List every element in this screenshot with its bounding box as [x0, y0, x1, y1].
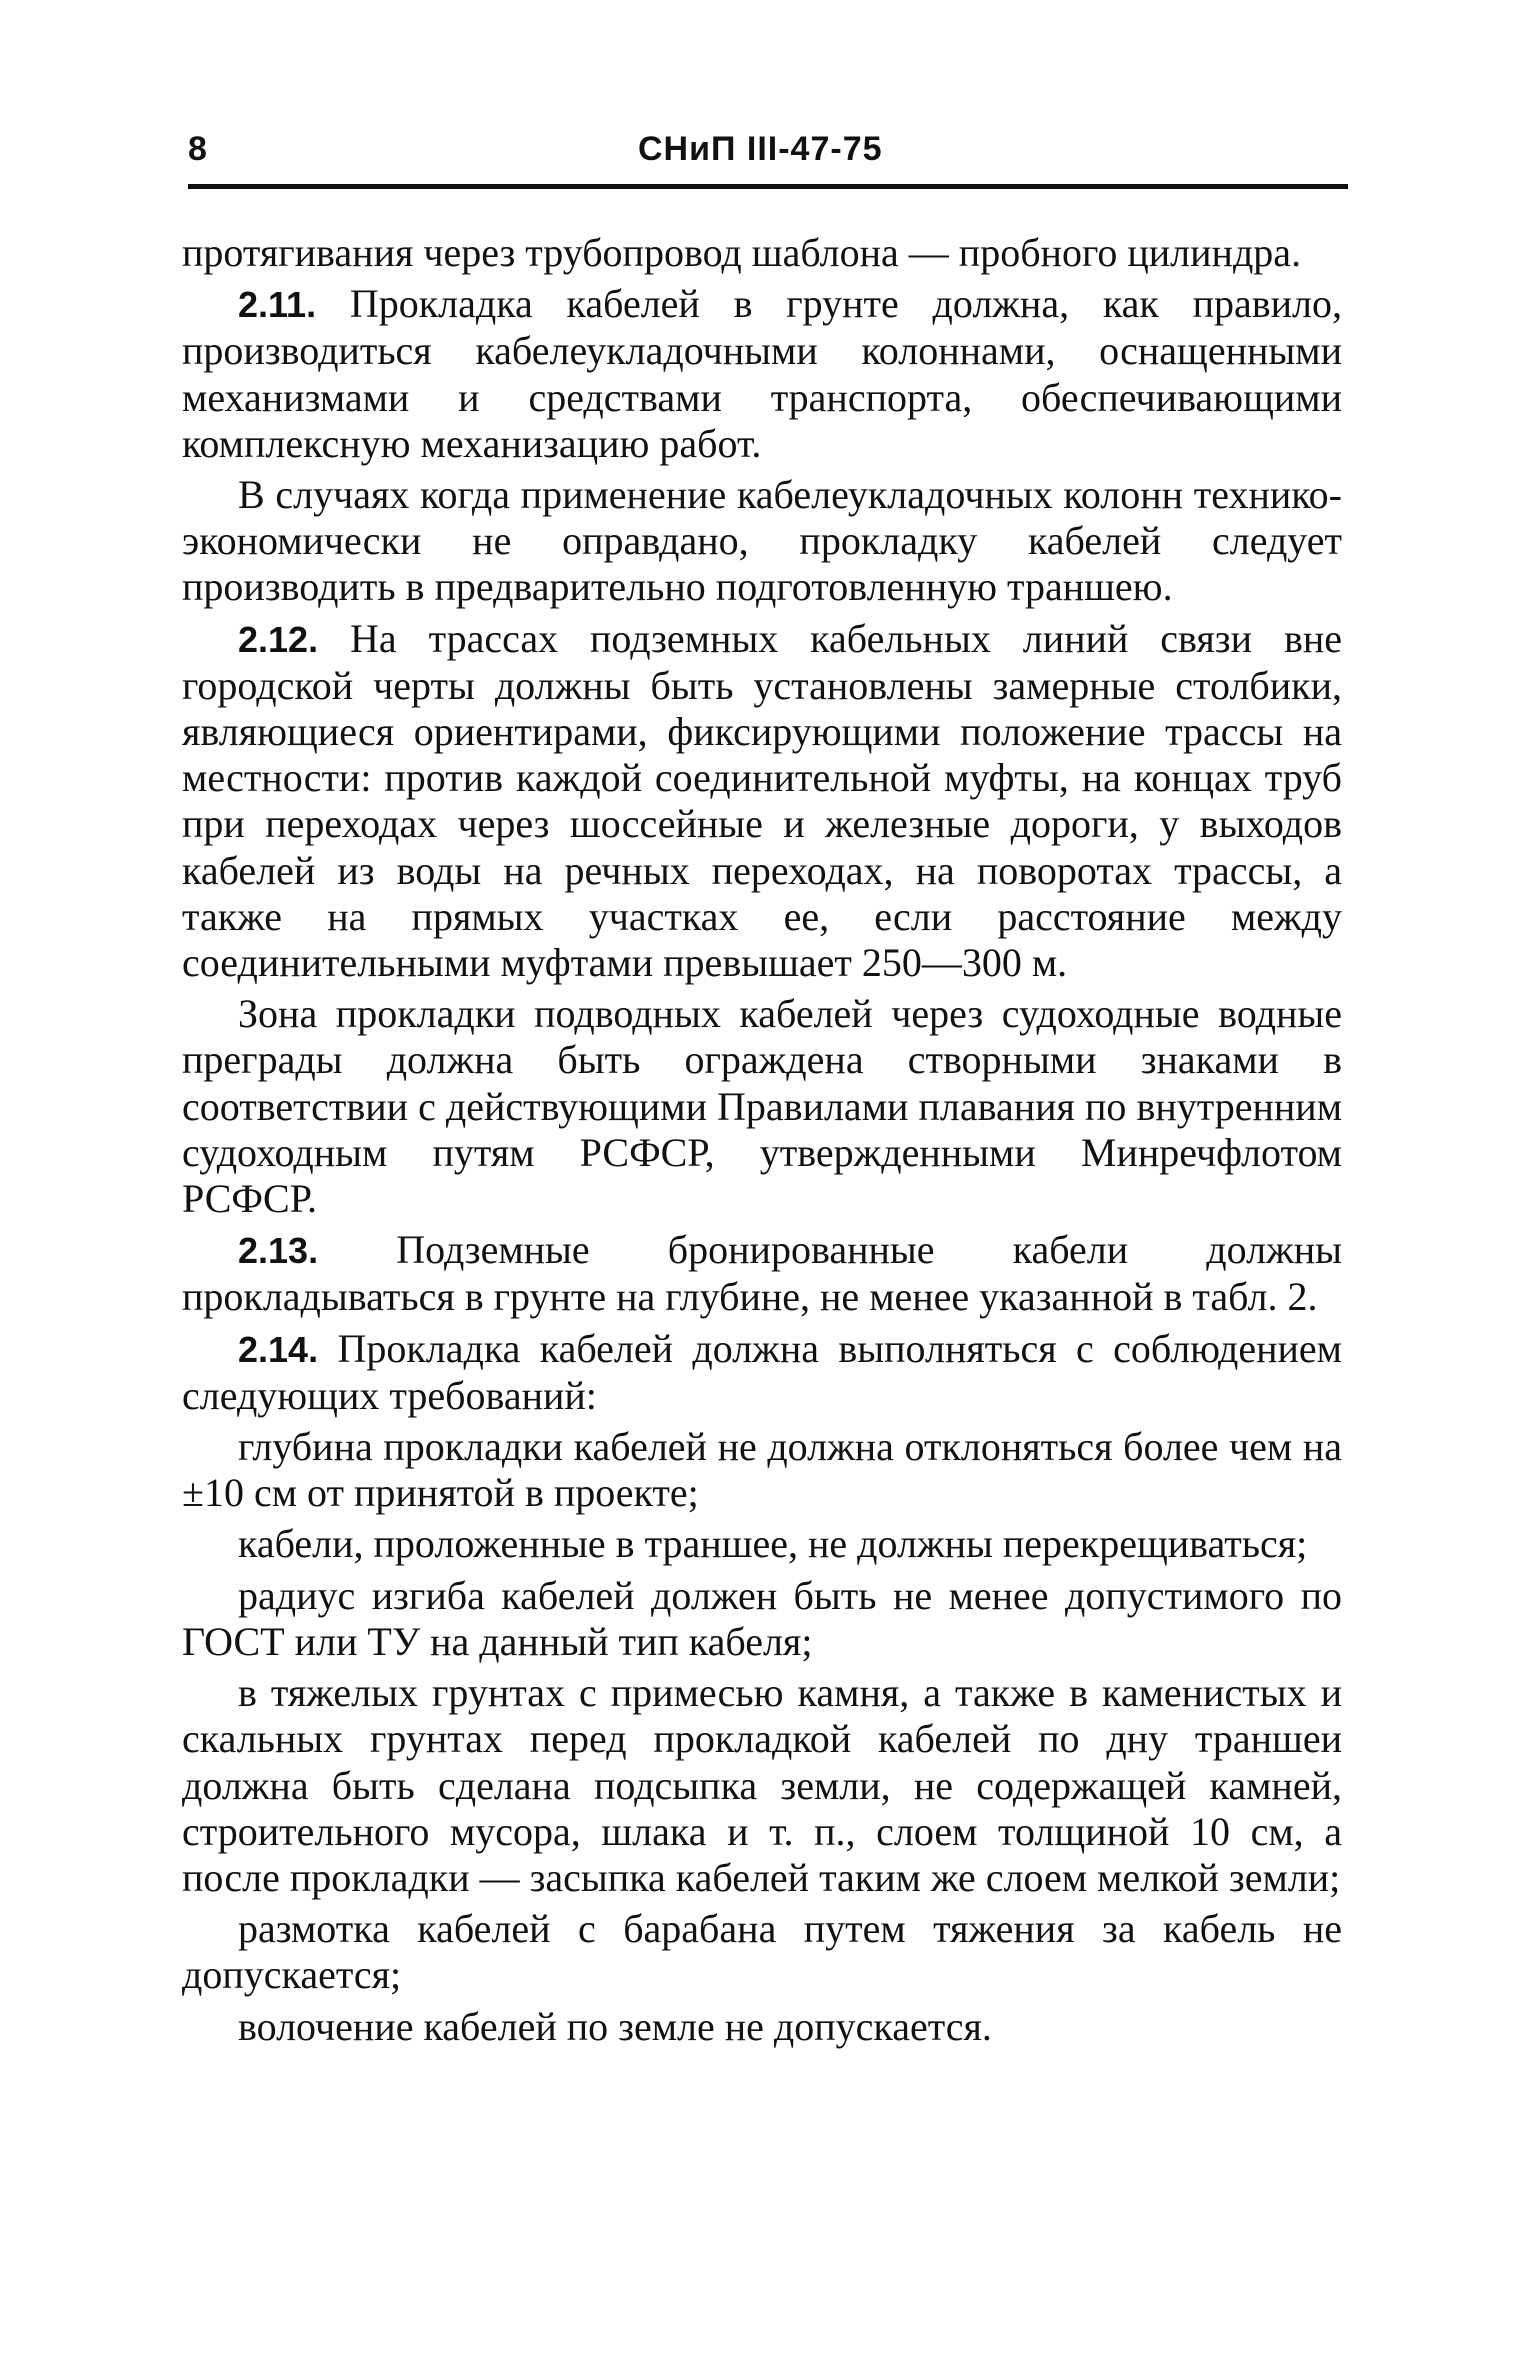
paragraph-text: Прокладка кабелей в грунте должна, как правило, производиться кабелеукладочными колоннами, оснащенными механизмами и средствами транспорта, обеспечивающими комплексную механизацию работ.: [182, 281, 1342, 466]
requirement-item: [182, 1424, 1342, 1516]
paragraph: [182, 472, 1342, 611]
page-number: 8: [188, 130, 207, 168]
clause-2-12: [182, 616, 1342, 987]
paragraph-text: Зона прокладки подводных кабелей через судоходные водные преграды должна быть ограждена створными знаками в соответствии с действующими Правилами плавания по внутренним судоходным путям РСФСР, утвержденными Минречфлотом РСФСР.: [182, 991, 1342, 1222]
clause-number: 2.12.: [238, 618, 319, 660]
paragraph: [182, 230, 1342, 276]
requirement-item: [182, 1521, 1342, 1567]
header-rule: [188, 184, 1348, 189]
document-body: [182, 230, 1342, 2055]
paragraph-text: волочение кабелей по земле не допускается.: [238, 2003, 992, 2049]
clause-number: 2.13.: [238, 1230, 319, 1272]
requirement-item: [182, 2004, 1342, 2050]
paragraph: [182, 991, 1342, 1222]
requirement-item: [182, 1906, 1342, 1998]
paragraph-text: в тяжелых грунтах с примесью камня, а также в каменистых и скальных грунтах перед прокладкой кабелей по дну траншеи должна быть сделана подсыпка земли, не содержащей камней, строительного мусора, шлака и т. п., слоем толщиной 10 см, а после прокладки — засыпка кабелей таким же слоем мелкой земли;: [182, 1670, 1342, 1900]
clause-2-11: [182, 281, 1342, 467]
paragraph-text: протягивания через трубопровод шаблона — пробного цилиндра.: [182, 230, 1302, 275]
paragraph-text: кабели, проложенные в траншее, не должны перекрещиваться;: [238, 1521, 1308, 1567]
paragraph-text: Прокладка кабелей должна выполняться с соблюдением следующих требований:: [182, 1325, 1342, 1418]
document-code: СНиП III-47-75: [638, 130, 883, 168]
paragraph-text: размотка кабелей с барабана путем тяжения за кабель не допускается;: [182, 1906, 1342, 1998]
clause-number: 2.11.: [238, 284, 317, 326]
paragraph-text: радиус изгиба кабелей должен быть не менее допустимого по ГОСТ или ТУ на данный тип кабеля;: [182, 1572, 1342, 1664]
requirement-item: [182, 1670, 1342, 1901]
paragraph-text: На трассах подземных кабельных линий связи вне городской черты должны быть установлены замерные столбики, являющиеся ориентирами, фиксирующими положение трассы на местности: против каждой соединительной муфты, на концах труб при переходах через шоссейные и железные дороги, у выходов кабелей из воды на речных переходах, на поворотах трассы, а также на прямых участках ее, если расстояние между соединительными муфтами превышает 250—300 м.: [182, 615, 1342, 986]
paragraph-text: глубина прокладки кабелей не должна отклоняться более чем на ±10 см от принятой в проекте;: [182, 1424, 1342, 1516]
clause-2-13: [182, 1227, 1342, 1320]
clause-2-14: [182, 1326, 1342, 1419]
requirement-item: [182, 1573, 1342, 1665]
page-header: [188, 128, 1348, 178]
paragraph-text: Подземные бронированные кабели должны прокладываться в грунте на глубине, не менее указанной в табл. 2.: [182, 1227, 1342, 1320]
clause-number: 2.14.: [238, 1328, 319, 1370]
paragraph-text: В случаях когда применение кабелеукладочных колонн технико-экономически не оправдано, прокладку кабелей следует производить в предварительно подготовленную траншею.: [182, 472, 1342, 610]
